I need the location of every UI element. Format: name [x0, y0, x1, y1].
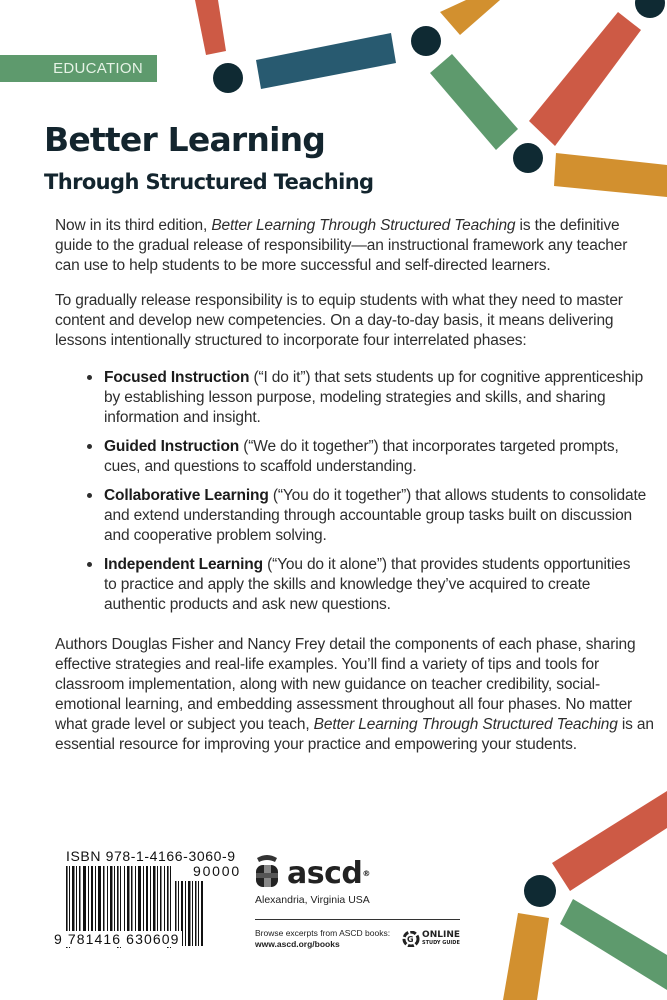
bullet-icon — [87, 562, 92, 567]
node-circle — [635, 0, 665, 18]
node-circle — [213, 63, 243, 93]
phases-list — [87, 368, 647, 624]
intro-paragraph — [55, 216, 655, 276]
book-subtitle: Through Structured Teaching — [44, 170, 374, 194]
intro-title-italic: Better Learning Through Structured Teaching — [211, 217, 516, 234]
phase-name: Independent Learning — [104, 556, 263, 573]
price-code: 90000 — [193, 863, 241, 879]
phase-name: Guided Instruction — [104, 438, 240, 455]
intro-text: Now in its third edition, — [55, 217, 212, 234]
svg-text:G: G — [407, 935, 414, 944]
red-bar-right — [529, 12, 641, 146]
barcode-digits: 9 781416 630609 — [54, 931, 180, 947]
study-guide-icon — [402, 931, 420, 947]
browse-label: Browse excerpts from ASCD books: — [255, 928, 391, 938]
phases-intro-text: To gradually release responsibility is to equip students with what they need to master content and develop new competencies. On a day-to-day basis, it means delivering lessons intentionally structured to incorporate four interrelated phases: — [55, 292, 623, 349]
orange-bar-top — [440, 0, 500, 35]
bullet-icon — [87, 375, 92, 380]
ascd-wordmark — [287, 856, 370, 891]
phase-name: Collaborative Learning — [104, 487, 269, 504]
registered-mark: ® — [362, 869, 370, 878]
study-guide-line2: STUDY GUIDE — [422, 940, 460, 946]
closing-paragraph — [55, 635, 655, 755]
node-circle — [524, 875, 556, 907]
bullet-icon — [87, 444, 92, 449]
phase-name: Focused Instruction — [104, 369, 250, 386]
intro-text-cont: is the definitive guide to the gradual release of responsibility—an instructional framework any teacher can use to help students to be more successful and self-directed learners. — [55, 217, 628, 274]
closing-text-cont: is an essential resource for improving your practice and empowering your students. — [55, 716, 654, 753]
isbn-label: ISBN 978-1-4166-3060-9 — [66, 848, 236, 864]
phase-description: (“I do it”) that sets students up for cognitive apprenticeship by establishing lesson purpose, modeling strategies and skills, and sharing information and insight. — [104, 369, 644, 426]
phase-item — [87, 555, 647, 615]
phase-description: (“You do it alone”) that provides students opportunities to practice and apply the skills and knowledge they’ve acquired to create authentic products and ask new questions. — [104, 556, 631, 613]
study-guide-text — [422, 931, 460, 947]
study-guide-line1: ONLINE — [422, 930, 460, 940]
phase-item — [87, 486, 647, 546]
red-bar-bottom — [552, 791, 667, 891]
phase-description: (“We do it together”) that incorporates targeted prompts, cues, and questions to scaffold understanding. — [104, 438, 619, 475]
node-circle — [513, 143, 543, 173]
category-label: EDUCATION — [53, 60, 143, 77]
phase-item — [87, 437, 647, 477]
orange-bar-bottom — [503, 913, 549, 1000]
ascd-logo — [255, 852, 460, 891]
browse-text — [255, 928, 390, 950]
orange-bar-right — [554, 153, 667, 197]
closing-title-italic: Better Learning Through Structured Teaching — [313, 716, 618, 733]
divider — [255, 919, 460, 920]
node-circle — [411, 26, 441, 56]
closing-text: Authors Douglas Fisher and Nancy Frey detail the components of each phase, sharing effective strategies and real-life examples. You’ll find a variety of tips and tools for classroom implementation, along with new guidance on teacher credibility, social-emotional learning, and embedding assessment throughout all four phases. No matter what grade level or subject you teach, — [55, 636, 636, 733]
online-study-guide-badge — [402, 931, 460, 947]
phase-item — [87, 368, 647, 428]
category-band — [0, 55, 157, 82]
red-bar-top-left — [195, 0, 226, 55]
green-bar-bottom — [560, 899, 667, 990]
browse-url: www.ascd.org/books — [255, 939, 340, 949]
browse-row — [255, 928, 460, 950]
publisher-block — [255, 852, 460, 950]
teal-bar — [256, 33, 396, 89]
book-title: Better Learning — [44, 120, 326, 159]
phase-description: (“You do it together”) that allows students to consolidate and extend understanding through accountable group tasks built on discussion and cooperative problem solving. — [104, 487, 647, 544]
ascd-wordmark-text: ascd — [287, 856, 363, 891]
ascd-logo-mark-icon — [255, 852, 281, 888]
publisher-city: Alexandria, Virginia USA — [255, 894, 370, 906]
green-bar-top — [430, 54, 518, 150]
phases-intro-paragraph — [55, 291, 655, 351]
bullet-icon — [87, 493, 92, 498]
